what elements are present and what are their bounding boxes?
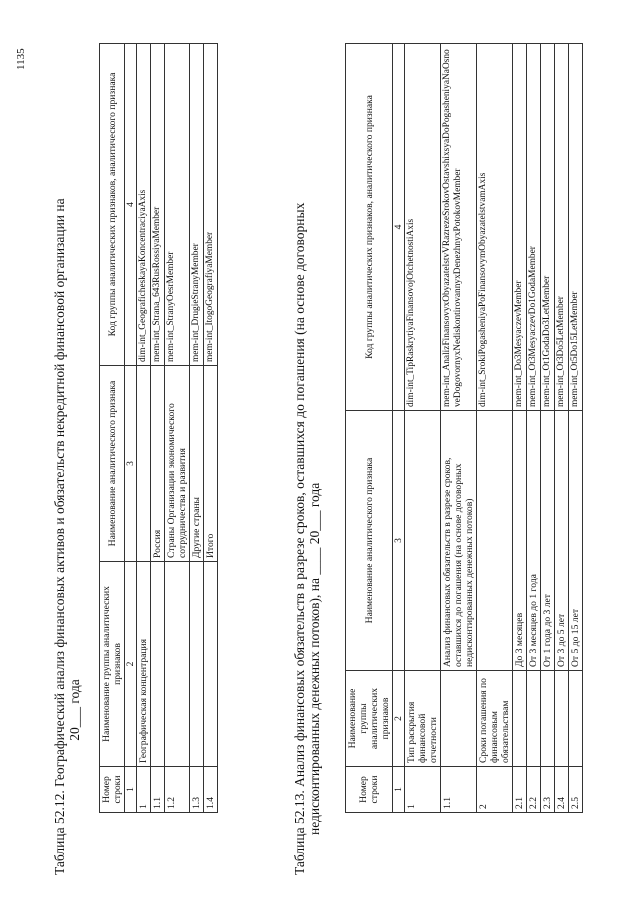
row-code: dim-int_GeograficheskayaKoncentraciyaAxis (137, 44, 151, 366)
row-group (513, 671, 527, 767)
row-group (527, 671, 541, 767)
row-num: 1 (405, 767, 441, 813)
row-code: mem-int_DrugieStranyMember (190, 44, 204, 366)
table2-header-code: Код группы аналитических признаков, аналитического признака (346, 44, 393, 411)
table-row (204, 44, 218, 813)
row-name: От 5 до 15 лет (569, 411, 583, 671)
table-row (477, 44, 513, 813)
table1-colnum: 3 (125, 366, 137, 562)
table-row (541, 44, 555, 813)
row-num: 2.3 (541, 767, 555, 813)
row-num: 1.4 (204, 767, 218, 813)
row-name: От 3 месяцев до 1 года (527, 411, 541, 671)
table1-colnum-row (125, 44, 137, 813)
row-group (165, 562, 190, 767)
row-name: От 1 года до 3 лет (541, 411, 555, 671)
table1-header-name: Наименование аналитического признака (100, 366, 125, 562)
table1-header-row (100, 44, 125, 813)
row-code: mem-int_ItogoGeografiyaMember (204, 44, 218, 366)
row-group (555, 671, 569, 767)
row-name: Другие страны (190, 366, 204, 562)
table-row (555, 44, 569, 813)
table2-header-row (346, 44, 393, 813)
row-name: До 3 месяцев (513, 411, 527, 671)
row-num: 1.2 (165, 767, 190, 813)
row-num: 2.5 (569, 767, 583, 813)
table-row (405, 44, 441, 813)
row-group: Тип раскрытия финансовой отчетности (405, 671, 441, 767)
row-code: mem-int_Do3MesyaczevMember (513, 44, 527, 411)
table-row (527, 44, 541, 813)
row-num: 1.1 (151, 767, 165, 813)
row-code: mem-int_AnalizFinansovyxObyazatelstvVRazrezeSrokovOstavshixsyaDoPogasheniyaNaOsnoveDogovornyxNediskontirovannyxDenezhnyxPotokovMember (441, 44, 477, 411)
table1-colnum: 4 (125, 44, 137, 366)
table-row (190, 44, 204, 813)
row-code: mem-int_Ot3Do5LetMember (555, 44, 569, 411)
table2-header-num: Номер строки (346, 767, 393, 813)
row-num: 2 (477, 767, 513, 813)
page-number: 1135 (15, 48, 27, 70)
table2-header-name: Наименование аналитического признака (346, 411, 393, 671)
row-code: mem-int_Ot3MesyaczevDo1GodaMember (527, 44, 541, 411)
row-group: Географическая концентрация (137, 562, 151, 767)
table1-caption-line1: Таблица 52.12. Географический анализ финансовых активов и обязательств некредитной финансовой организации на (52, 198, 67, 875)
row-code: mem-int_StranyOesrMember (165, 44, 190, 366)
row-code: mem-int_Ot5Do15LetMember (569, 44, 583, 411)
row-code: dim-int_SrokiPogasheniyaPoFinansovymObyazatelstvamAxis (477, 44, 513, 411)
table1-caption (52, 25, 82, 875)
row-num: 2.1 (513, 767, 527, 813)
table1 (99, 43, 218, 813)
row-group (190, 562, 204, 767)
row-name: Анализ финансовых обязательств в разрезе сроков, оставшихся до погашения (на основе договорных недисконтированных денежных потоков) (441, 411, 477, 671)
table2 (345, 43, 583, 813)
row-group: Сроки погашения по финансовым обязательствам (477, 671, 513, 767)
row-group (541, 671, 555, 767)
row-group (441, 671, 477, 767)
table-row (151, 44, 165, 813)
table1-header-num: Номер строки (100, 767, 125, 813)
row-num: 2.4 (555, 767, 569, 813)
table2-caption (292, 25, 322, 875)
table-row (441, 44, 477, 813)
row-num: 1 (137, 767, 151, 813)
table2-colnum: 2 (393, 671, 405, 767)
row-num: 1.1 (441, 767, 477, 813)
table1-colnum: 2 (125, 562, 137, 767)
row-name: От 3 до 5 лет (555, 411, 569, 671)
row-name: Страны Организации экономического сотрудничества и развития (165, 366, 190, 562)
row-name: Россия (151, 366, 165, 562)
row-code: mem-int_Strana_643RusRossiyaMember (151, 44, 165, 366)
row-num: 1.3 (190, 767, 204, 813)
table1-caption-line2: 20___ года (67, 679, 82, 741)
table-row (165, 44, 190, 813)
row-name (477, 411, 513, 671)
table2-colnum: 4 (393, 44, 405, 411)
table2-header-group: Наименование группы аналитических признаков (346, 671, 393, 767)
table1-header-code: Код группы аналитических признаков, аналитического признака (100, 44, 125, 366)
row-code: mem-int_Ot1GodaDo3LetMember (541, 44, 555, 411)
row-group (204, 562, 218, 767)
table1-colnum: 1 (125, 767, 137, 813)
table2-colnum: 3 (393, 411, 405, 671)
row-name: Итого (204, 366, 218, 562)
table2-caption-line2: недисконтированных денежных потоков), на ____ 20___ года (307, 482, 322, 835)
table2-colnum: 1 (393, 767, 405, 813)
row-code: dim-int_TipRaskrytiyaFinansovojOtchetnostiAxis (405, 44, 441, 411)
row-num: 2.2 (527, 767, 541, 813)
table-row (569, 44, 583, 813)
row-name (405, 411, 441, 671)
row-name (137, 366, 151, 562)
table1-header-group: Наименование группы аналитических признаков (100, 562, 125, 767)
table-row (137, 44, 151, 813)
table2-caption-line1: Таблица 52.13. Анализ финансовых обязательств в разрезе сроков, оставшихся до погашения (на основе договорных (292, 202, 307, 875)
table-row (513, 44, 527, 813)
row-group (151, 562, 165, 767)
table2-colnum-row (393, 44, 405, 813)
row-group (569, 671, 583, 767)
